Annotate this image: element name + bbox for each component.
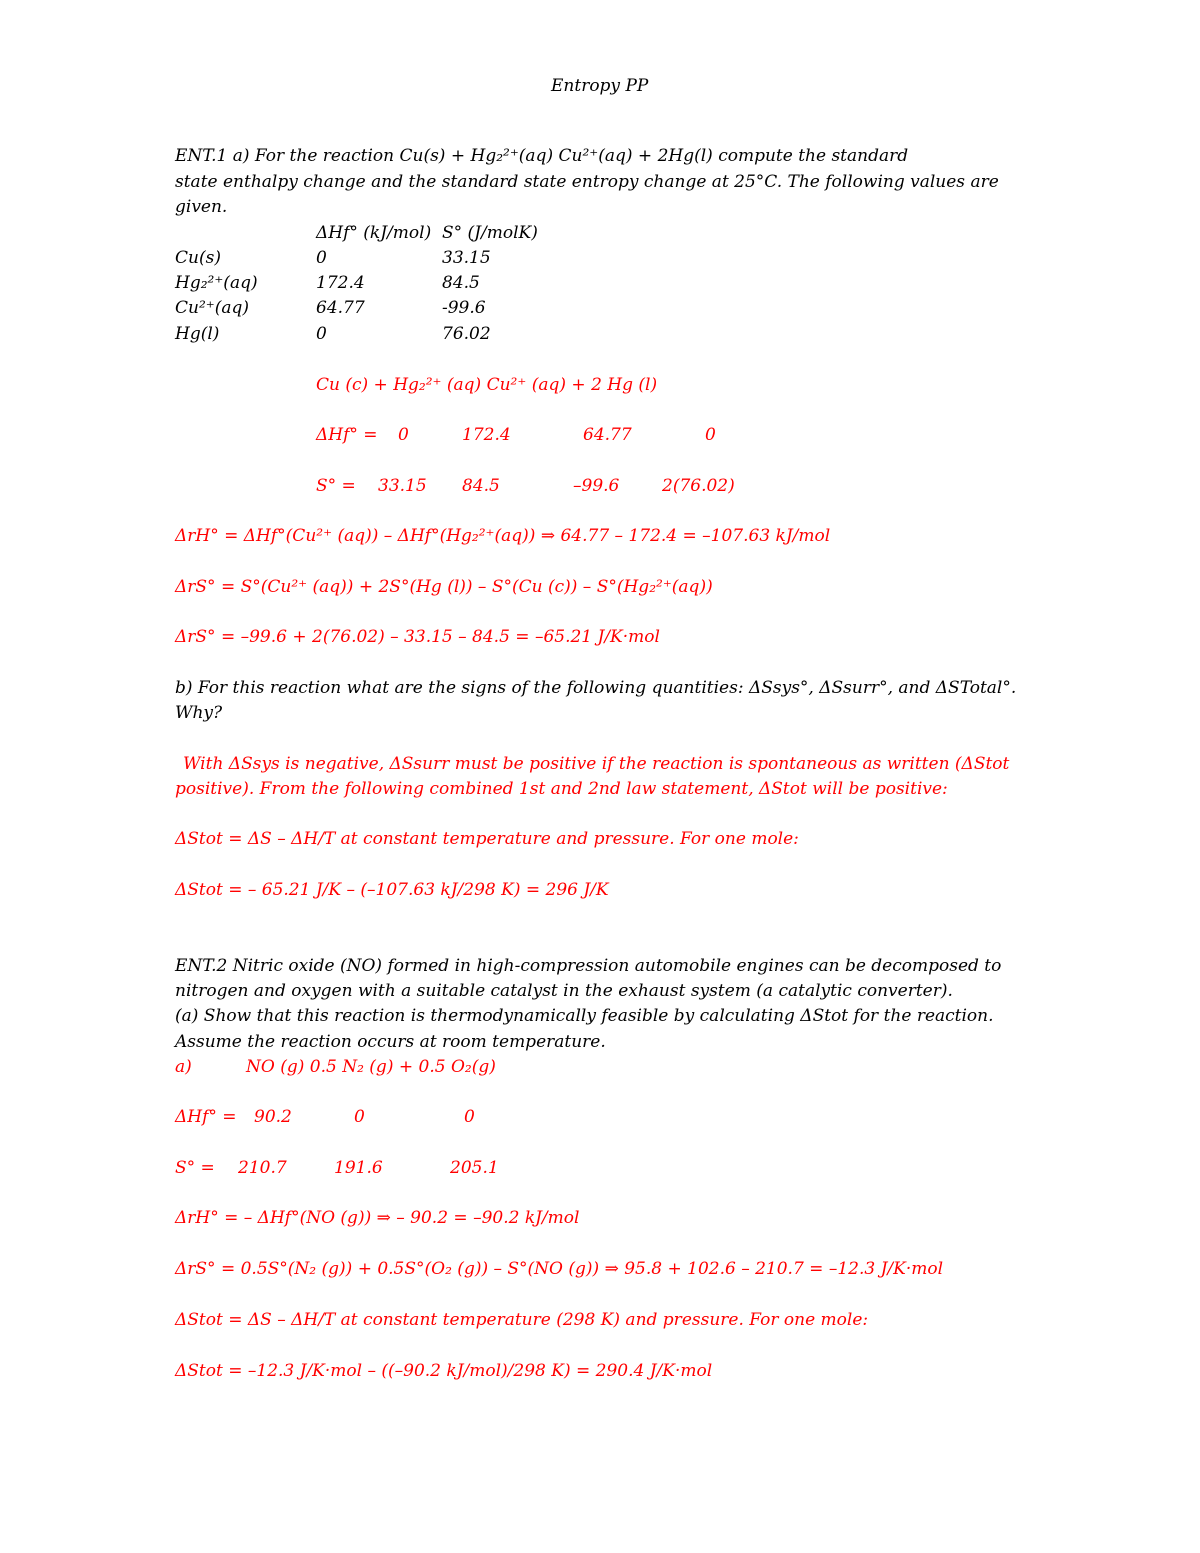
ent1-s-value: 2(76.02): [662, 476, 735, 496]
ent2-delta-rh-calc: ΔrH° = – ΔHf°(NO (g)) ⇒ – 90.2 = –90.2 kJ/mol: [175, 1208, 580, 1228]
ent2-answer-label: a): [175, 1057, 192, 1077]
table-species: Hg₂²⁺(aq): [175, 273, 258, 293]
ent2-s-value: 205.1: [450, 1158, 499, 1178]
ent2-dhf-label: ΔHf° =: [175, 1107, 237, 1127]
ent2-s-value: 191.6: [334, 1158, 383, 1178]
ent1-delta-rs-expression: ΔrS° = S°(Cu²⁺ (aq)) + 2S°(Hg (l)) – S°(Cu (c)) – S°(Hg₂²⁺(aq)): [175, 577, 713, 597]
table-species: Cu(s): [175, 248, 221, 268]
table-cell-dhf: 64.77: [316, 298, 365, 318]
table-header-s: S° (J/molK): [442, 223, 538, 243]
ent2-delta-rs-calc: ΔrS° = 0.5S°(N₂ (g)) + 0.5S°(O₂ (g)) – S°(NO (g)) ⇒ 95.8 + 102.6 – 210.7 = –12.3 J/K·mol: [175, 1259, 944, 1279]
ent1-answer-b-result: ΔStot = – 65.21 J/K – (–107.63 kJ/298 K) = 296 J/K: [175, 880, 609, 900]
table-cell-s: 76.02: [442, 324, 491, 344]
ent2-dhf-value: 0: [354, 1107, 365, 1127]
document-title: Entropy PP: [551, 76, 649, 96]
ent2-question-line2: nitrogen and oxygen with a suitable catalyst in the exhaust system (a catalytic converter).: [175, 981, 953, 1001]
ent1-answer-b-equation: ΔStot = ΔS – ΔH/T at constant temperature and pressure. For one mole:: [175, 829, 799, 849]
table-species: Hg(l): [175, 324, 220, 344]
ent1-dhf-value: 0: [705, 425, 716, 445]
ent2-s-label: S° =: [175, 1158, 215, 1178]
ent1-s-value: 33.15: [378, 476, 427, 496]
table-cell-s: -99.6: [442, 298, 486, 318]
ent1-s-value: 84.5: [462, 476, 500, 496]
ent1-question-line1: ENT.1 a) For the reaction Cu(s) + Hg₂²⁺(aq) Cu²⁺(aq) + 2Hg(l) compute the standard: [175, 146, 909, 166]
table-cell-dhf: 0: [316, 248, 327, 268]
ent2-question-line4: Assume the reaction occurs at room temperature.: [175, 1032, 606, 1052]
ent1-s-label: S° =: [316, 476, 356, 496]
ent2-question-line1: ENT.2 Nitric oxide (NO) formed in high-compression automobile engines can be decomposed to: [175, 956, 1002, 976]
ent1-delta-rh-calc: ΔrH° = ΔHf°(Cu²⁺ (aq)) – ΔHf°(Hg₂²⁺(aq)) ⇒ 64.77 – 172.4 = –107.63 kJ/mol: [175, 526, 831, 546]
ent2-delta-stot-equation: ΔStot = ΔS – ΔH/T at constant temperature (298 K) and pressure. For one mole:: [175, 1310, 869, 1330]
ent2-delta-stot-result: ΔStot = –12.3 J/K·mol – ((–90.2 kJ/mol)/298 K) = 290.4 J/K·mol: [175, 1361, 713, 1381]
ent1-question-b-line2: Why?: [175, 703, 223, 723]
ent2-dhf-value: 0: [464, 1107, 475, 1127]
ent2-s-value: 210.7: [238, 1158, 287, 1178]
ent2-answer-reaction: NO (g) 0.5 N₂ (g) + 0.5 O₂(g): [246, 1057, 496, 1077]
ent1-question-b-line1: b) For this reaction what are the signs of the following quantities: ΔSsys°, ΔSsurr°, and ΔSTotal°.: [175, 678, 1017, 698]
table-species: Cu²⁺(aq): [175, 298, 250, 318]
ent1-dhf-value: 172.4: [462, 425, 511, 445]
ent1-dhf-value: 0: [398, 425, 409, 445]
table-cell-dhf: 0: [316, 324, 327, 344]
ent1-answer-b-line1: With ΔSsys is negative, ΔSsurr must be positive if the reaction is spontaneous as written (ΔStot: [183, 754, 1010, 774]
ent2-dhf-value: 90.2: [254, 1107, 292, 1127]
ent1-s-value: –99.6: [573, 476, 620, 496]
table-header-dhf: ΔHf° (kJ/mol): [316, 223, 432, 243]
ent1-delta-rs-value: ΔrS° = –99.6 + 2(76.02) – 33.15 – 84.5 = –65.21 J/K·mol: [175, 627, 660, 647]
ent2-question-line3: (a) Show that this reaction is thermodynamically feasible by calculating ΔStot for the reaction.: [175, 1006, 994, 1026]
ent1-answer-b-line2: positive). From the following combined 1st and 2nd law statement, ΔStot will be positive:: [175, 779, 948, 799]
ent1-dhf-value: 64.77: [583, 425, 632, 445]
ent1-answer-reaction: Cu (c) + Hg₂²⁺ (aq) Cu²⁺ (aq) + 2 Hg (l): [316, 375, 658, 395]
table-cell-dhf: 172.4: [316, 273, 365, 293]
ent1-dhf-label: ΔHf° =: [316, 425, 378, 445]
ent1-question-line3: given.: [175, 197, 228, 217]
table-cell-s: 84.5: [442, 273, 480, 293]
ent1-question-line2: state enthalpy change and the standard state entropy change at 25°C. The following values are: [175, 172, 999, 192]
table-cell-s: 33.15: [442, 248, 491, 268]
